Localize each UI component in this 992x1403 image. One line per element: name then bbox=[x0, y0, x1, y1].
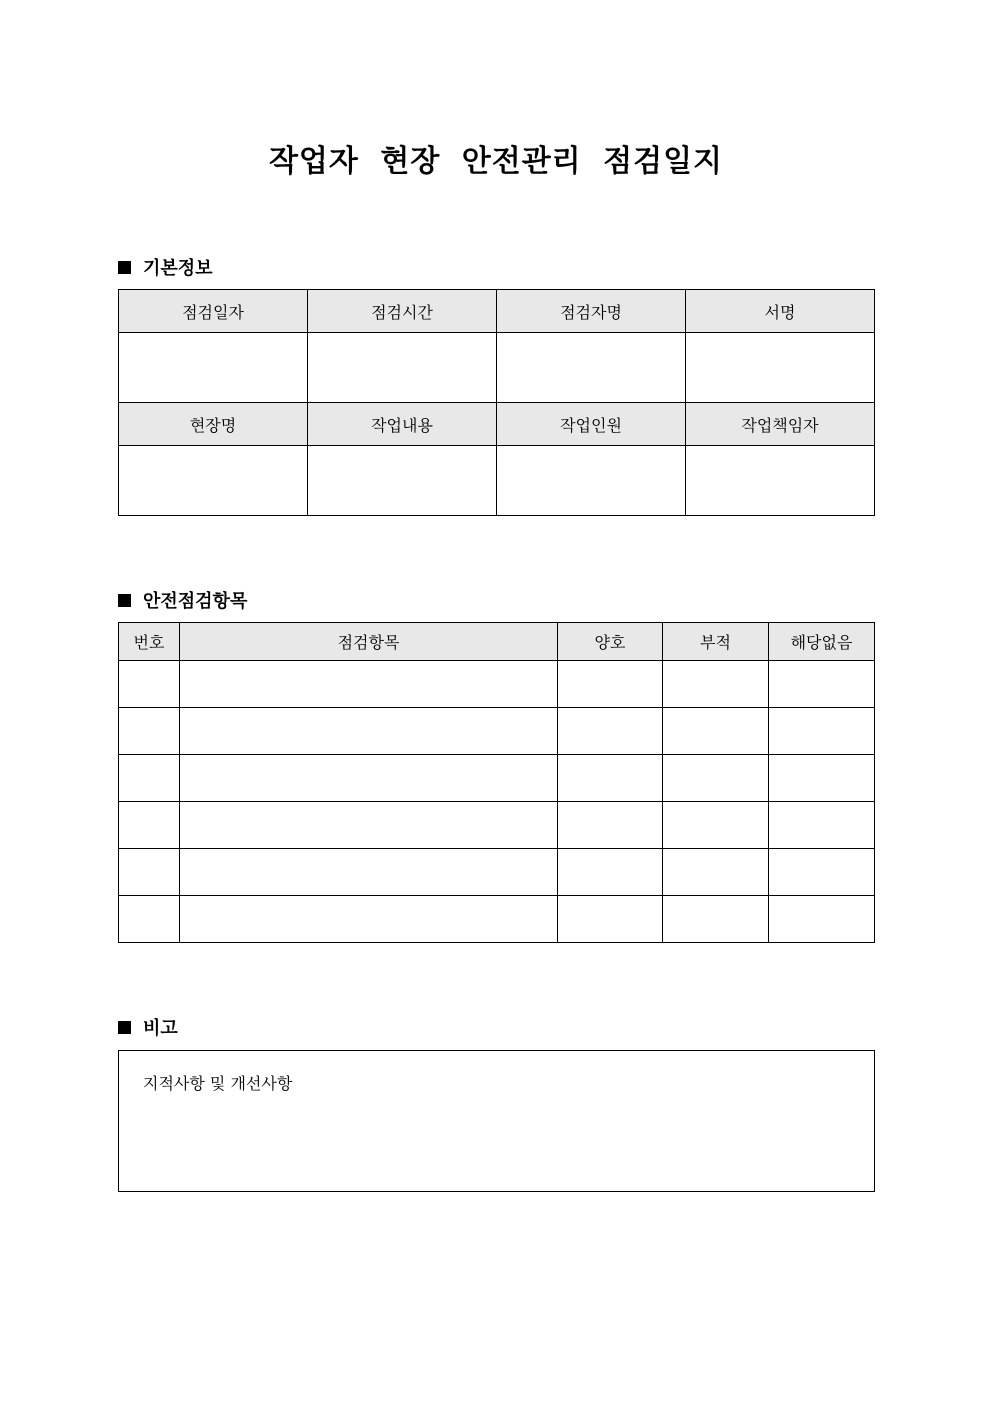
table-row bbox=[119, 849, 875, 896]
header-worker-count: 작업인원 bbox=[497, 403, 686, 446]
not-applicable-cell[interactable] bbox=[769, 849, 875, 896]
number-cell[interactable] bbox=[119, 849, 180, 896]
basic-info-table bbox=[118, 289, 875, 516]
good-cell[interactable] bbox=[558, 755, 663, 802]
square-bullet-icon bbox=[118, 261, 131, 274]
not-applicable-cell[interactable] bbox=[769, 896, 875, 943]
inspection-date-field[interactable] bbox=[119, 333, 308, 403]
header-inspector-name: 점검자명 bbox=[497, 290, 686, 333]
check-item-cell[interactable] bbox=[180, 755, 558, 802]
header-inspection-date: 점검일자 bbox=[119, 290, 308, 333]
number-cell[interactable] bbox=[119, 802, 180, 849]
good-cell[interactable] bbox=[558, 849, 663, 896]
unsuitable-cell[interactable] bbox=[663, 661, 769, 708]
header-site-name: 현장명 bbox=[119, 403, 308, 446]
work-content-field[interactable] bbox=[308, 446, 497, 516]
section-remarks-heading bbox=[118, 1014, 178, 1040]
header-work-supervisor: 작업책임자 bbox=[686, 403, 875, 446]
good-cell[interactable] bbox=[558, 802, 663, 849]
check-item-cell[interactable] bbox=[180, 802, 558, 849]
unsuitable-cell[interactable] bbox=[663, 802, 769, 849]
section-label: 기본정보 bbox=[143, 258, 213, 279]
inspector-name-field[interactable] bbox=[497, 333, 686, 403]
section-safety-check-heading bbox=[118, 587, 247, 613]
page-title: 작업자 현장 안전관리 점검일지 bbox=[268, 144, 724, 179]
header-check-item: 점검항목 bbox=[180, 623, 558, 661]
square-bullet-icon bbox=[118, 1021, 131, 1034]
check-item-cell[interactable] bbox=[180, 708, 558, 755]
not-applicable-cell[interactable] bbox=[769, 661, 875, 708]
number-cell[interactable] bbox=[119, 755, 180, 802]
number-cell[interactable] bbox=[119, 661, 180, 708]
not-applicable-cell[interactable] bbox=[769, 755, 875, 802]
signature-field[interactable] bbox=[686, 333, 875, 403]
header-unsuitable: 부적 bbox=[663, 623, 769, 661]
table-row bbox=[119, 802, 875, 849]
check-item-cell[interactable] bbox=[180, 849, 558, 896]
header-not-applicable: 해당없음 bbox=[769, 623, 875, 661]
table-header-row bbox=[119, 290, 875, 333]
worker-count-field[interactable] bbox=[497, 446, 686, 516]
header-work-content: 작업내용 bbox=[308, 403, 497, 446]
header-good: 양호 bbox=[558, 623, 663, 661]
good-cell[interactable] bbox=[558, 896, 663, 943]
check-item-cell[interactable] bbox=[180, 896, 558, 943]
safety-check-table bbox=[118, 622, 875, 943]
section-label: 비고 bbox=[143, 1018, 178, 1039]
unsuitable-cell[interactable] bbox=[663, 896, 769, 943]
number-cell[interactable] bbox=[119, 896, 180, 943]
table-header-row bbox=[119, 403, 875, 446]
table-header-row bbox=[119, 623, 875, 661]
check-item-cell[interactable] bbox=[180, 661, 558, 708]
table-row bbox=[119, 333, 875, 403]
section-basic-info-heading bbox=[118, 254, 213, 280]
remarks-label: 지적사항 및 개선사항 bbox=[143, 1074, 293, 1093]
header-signature: 서명 bbox=[686, 290, 875, 333]
unsuitable-cell[interactable] bbox=[663, 849, 769, 896]
header-inspection-time: 점검시간 bbox=[308, 290, 497, 333]
good-cell[interactable] bbox=[558, 708, 663, 755]
table-row bbox=[119, 896, 875, 943]
unsuitable-cell[interactable] bbox=[663, 755, 769, 802]
number-cell[interactable] bbox=[119, 708, 180, 755]
square-bullet-icon bbox=[118, 594, 131, 607]
table-row bbox=[119, 661, 875, 708]
table-row bbox=[119, 755, 875, 802]
table-row bbox=[119, 708, 875, 755]
good-cell[interactable] bbox=[558, 661, 663, 708]
header-number: 번호 bbox=[119, 623, 180, 661]
not-applicable-cell[interactable] bbox=[769, 802, 875, 849]
work-supervisor-field[interactable] bbox=[686, 446, 875, 516]
site-name-field[interactable] bbox=[119, 446, 308, 516]
remarks-box[interactable] bbox=[118, 1050, 875, 1192]
not-applicable-cell[interactable] bbox=[769, 708, 875, 755]
table-row bbox=[119, 446, 875, 516]
inspection-time-field[interactable] bbox=[308, 333, 497, 403]
unsuitable-cell[interactable] bbox=[663, 708, 769, 755]
section-label: 안전점검항목 bbox=[143, 591, 248, 612]
